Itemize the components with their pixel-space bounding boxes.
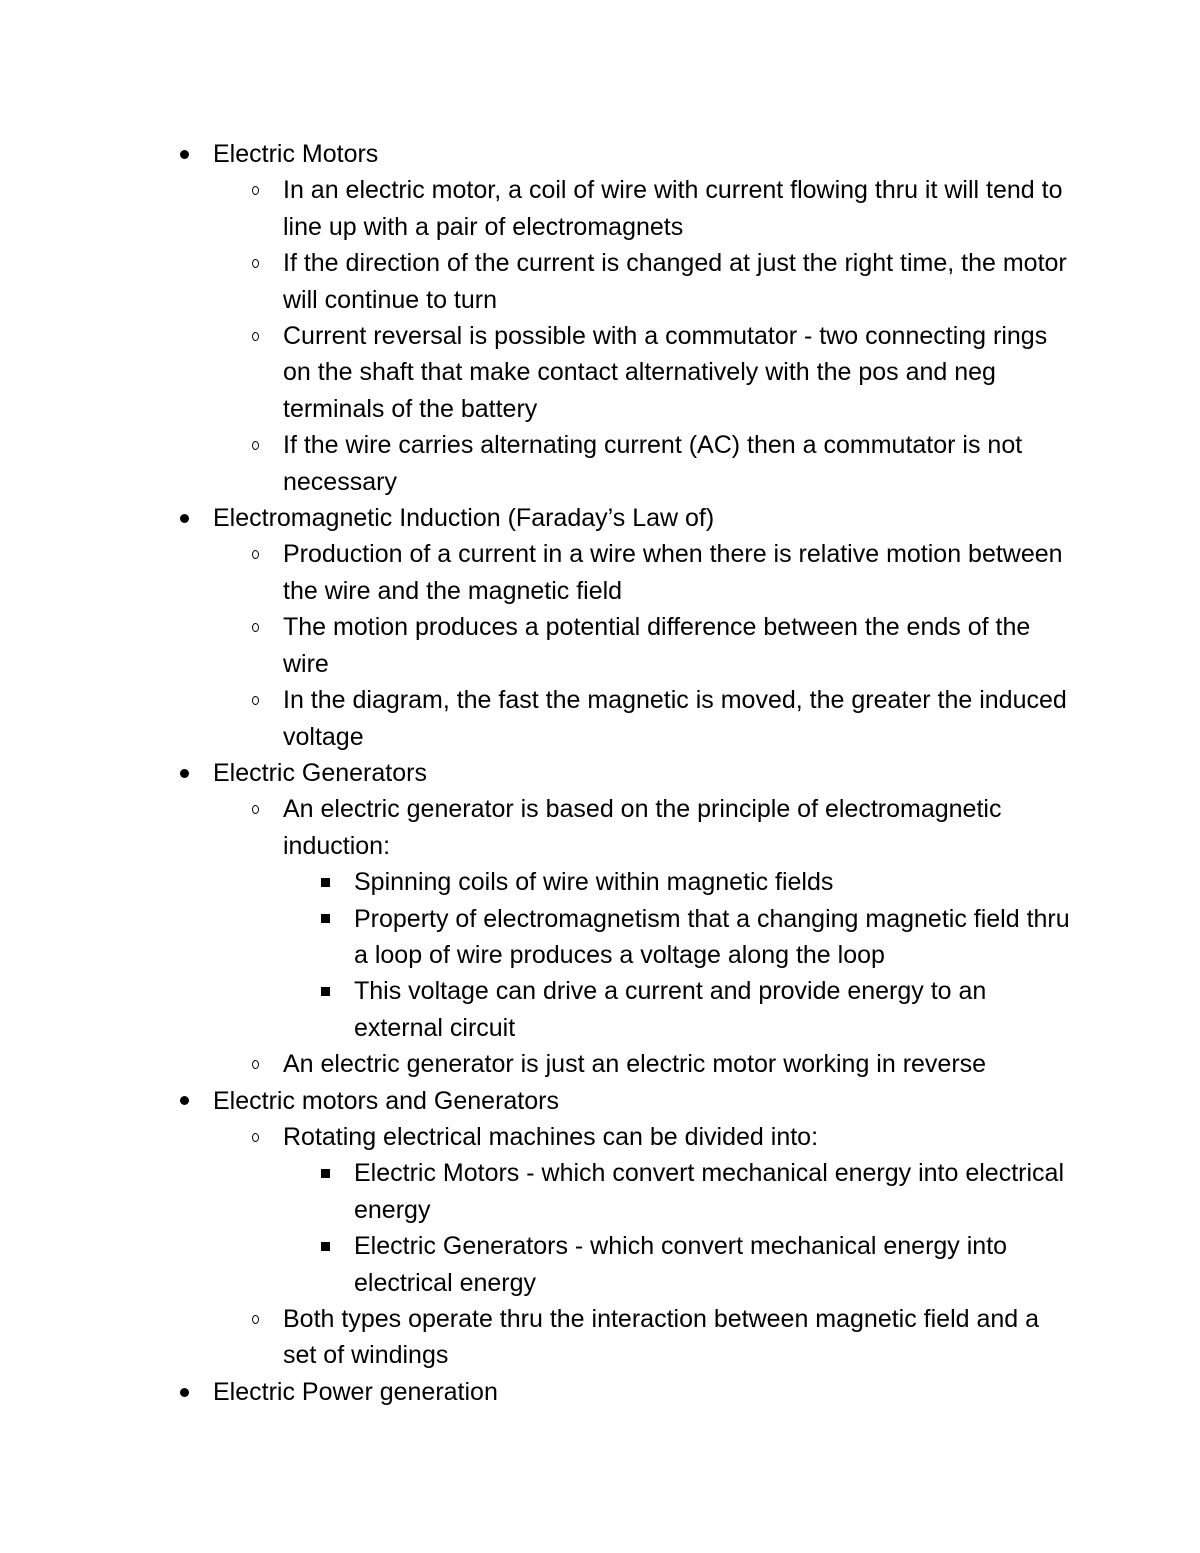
bullet-electric-motors (0, 136, 1073, 172)
sub-bullet-text: If the wire carries alternating current (AC) then a commutator is not necessary (283, 431, 1023, 496)
filled-circle-bullet-icon (174, 500, 194, 536)
filled-circle-bullet-icon (174, 136, 194, 172)
sub-sub-bullet-text: Spinning coils of wire within magnetic fields (354, 868, 834, 897)
sub-bullet (0, 1046, 1073, 1082)
section-heading: Electromagnetic Induction (Faraday’s Law of) (213, 504, 715, 533)
hollow-circle-bullet-icon (245, 318, 265, 354)
filled-circle-bullet-icon (174, 1083, 194, 1119)
sub-bullet (0, 427, 1073, 500)
sub-sub-bullet (0, 1228, 1073, 1301)
square-bullet-icon (315, 1228, 335, 1264)
sub-bullet (0, 791, 1073, 864)
hollow-circle-bullet-icon (245, 682, 265, 718)
square-bullet-icon (315, 973, 335, 1009)
square-bullet-icon (315, 901, 335, 937)
square-bullet-icon (315, 864, 335, 900)
section-heading: Electric Motors (213, 140, 379, 168)
hollow-circle-bullet-icon (245, 1046, 265, 1082)
sub-bullet (0, 1301, 1073, 1374)
sub-sub-bullet-text: Electric Motors - which convert mechanical energy into electrical energy (354, 1159, 1064, 1224)
filled-circle-bullet-icon (174, 755, 194, 791)
sub-sub-bullet-text: This voltage can drive a current and provide energy to an external circuit (354, 977, 987, 1042)
sub-sub-bullet (0, 973, 1073, 1046)
sub-bullet (0, 245, 1073, 318)
sub-bullet-text: Both types operate thru the interaction between magnetic field and a set of windings (283, 1305, 1040, 1370)
bullet-electromagnetic-induction (0, 500, 1073, 536)
sub-bullet (0, 318, 1073, 427)
bullet-electric-motors-and-generators (0, 1083, 1073, 1119)
sub-sub-bullet-text: Electric Generators - which convert mechanical energy into electrical energy (354, 1232, 1008, 1297)
hollow-circle-bullet-icon (245, 1119, 265, 1155)
sub-bullet-text: Current reversal is possible with a commutator - two connecting rings on the shaft that make contact alternatively with the pos and neg terminals of the battery (283, 322, 1048, 423)
sub-bullet-text: An electric generator is based on the principle of electromagnetic induction: (283, 795, 1002, 860)
hollow-circle-bullet-icon (245, 427, 265, 463)
filled-circle-bullet-icon (174, 1374, 194, 1410)
sub-bullet-text: In an electric motor, a coil of wire with current flowing thru it will tend to line up with a pair of electromagnets (283, 176, 1063, 241)
bullet-electric-generators (0, 755, 1073, 791)
section-heading: Electric Power generation (213, 1377, 498, 1406)
sub-sub-bullet (0, 901, 1073, 974)
hollow-circle-bullet-icon (245, 536, 265, 572)
sub-bullet (0, 682, 1073, 755)
sub-sub-bullet-text: Property of electromagnetism that a changing magnetic field thru a loop of wire produces a voltage along the loop (354, 904, 1070, 969)
bullet-electric-power-generation (0, 1374, 1073, 1410)
hollow-circle-bullet-icon (245, 609, 265, 645)
sub-sub-bullet (0, 864, 1073, 900)
hollow-circle-bullet-icon (245, 1301, 265, 1337)
document-outline (0, 136, 1200, 1410)
sub-bullet-text: In the diagram, the fast the magnetic is moved, the greater the induced voltage (283, 686, 1067, 751)
sub-bullet (0, 172, 1073, 245)
section-heading: Electric motors and Generators (213, 1086, 559, 1115)
hollow-circle-bullet-icon (245, 172, 265, 208)
sub-bullet-text: Production of a current in a wire when there is relative motion between the wire and the magnetic field (283, 540, 1063, 605)
sub-bullet (0, 609, 1073, 682)
square-bullet-icon (315, 1155, 335, 1191)
hollow-circle-bullet-icon (245, 245, 265, 281)
sub-bullet-text: Rotating electrical machines can be divided into: (283, 1122, 819, 1151)
sub-bullet-text: An electric generator is just an electric motor working in reverse (283, 1050, 987, 1079)
sub-bullet (0, 536, 1073, 609)
section-heading: Electric Generators (213, 758, 427, 787)
sub-bullet-text: The motion produces a potential difference between the ends of the wire (283, 613, 1031, 678)
sub-bullet (0, 1119, 1073, 1155)
sub-sub-bullet (0, 1155, 1073, 1228)
hollow-circle-bullet-icon (245, 791, 265, 827)
sub-bullet-text: If the direction of the current is changed at just the right time, the motor will continue to turn (283, 249, 1067, 314)
